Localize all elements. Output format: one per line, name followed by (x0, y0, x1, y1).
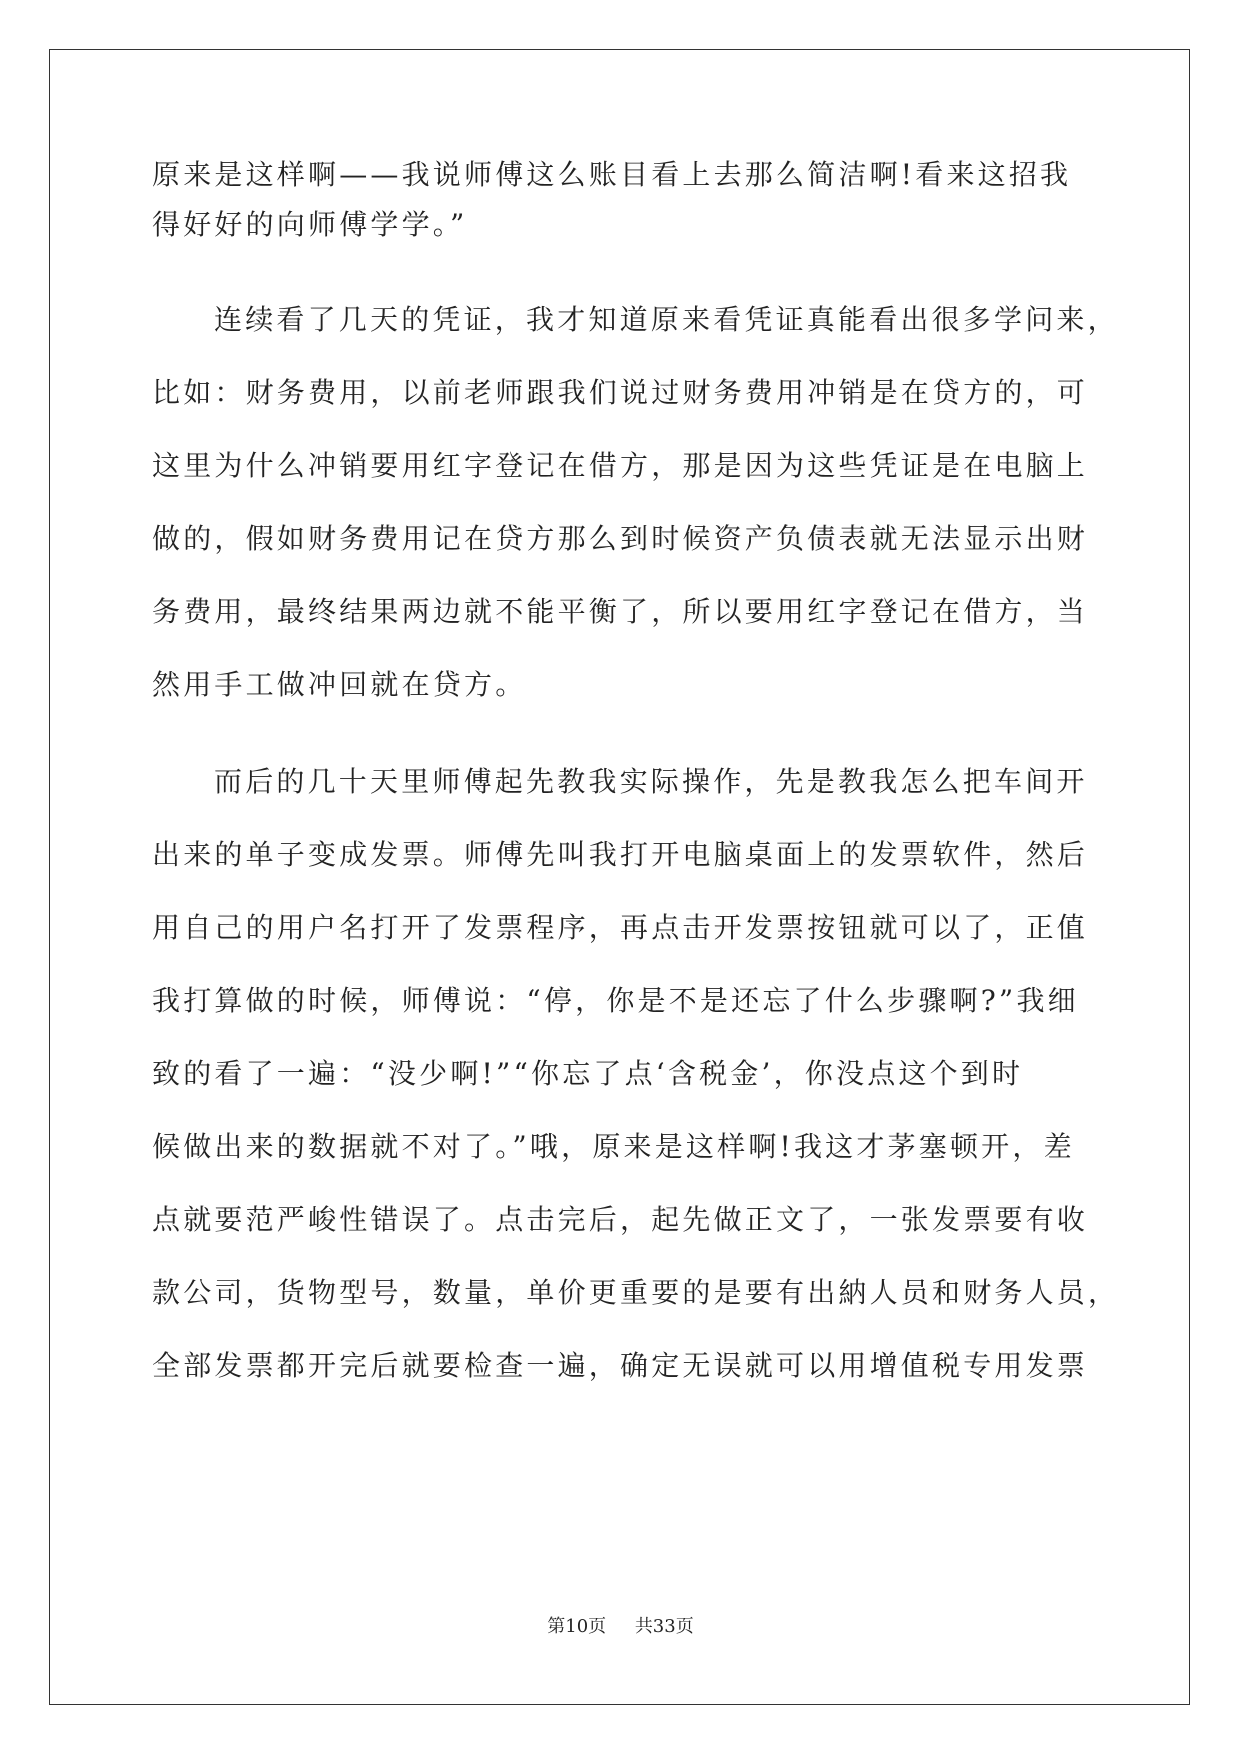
paragraph-1-line-1: 原来是这样啊——我说师傅这么账目看上去那么简洁啊!看来这招我 (152, 158, 1072, 191)
paragraph-3-line-3: 用自己的用户名打开了发票程序，再点击开发票按钮就可以了，正值 (152, 911, 1089, 944)
page-total: 共33页 (634, 1616, 694, 1637)
paragraph-3-line-2: 出来的单子变成发票。师傅先叫我打开电脑桌面上的发票软件，然后 (152, 838, 1089, 871)
paragraph-2-line-3: 这里为什么冲销要用红字登记在借方，那是因为这些凭证是在电脑上 (152, 449, 1089, 482)
paragraph-3-line-6: 候做出来的数据就不对了。”哦，原来是这样啊!我这才茅塞顿开，差 (152, 1130, 1075, 1163)
paragraph-3-line-8: 款公司，货物型号，数量，单价更重要的是要有出納人员和财务人员， (152, 1276, 1120, 1309)
paragraph-3-line-7: 点就要范严峻性错误了。点击完后，起先做正文了，一张发票要有收 (152, 1203, 1089, 1236)
paragraph-3-line-4: 我打算做的时候，师傅说：“停，你是不是还忘了什么步骤啊?”我细 (152, 984, 1079, 1017)
paragraph-3-line-5: 致的看了一遍：“没少啊!”“你忘了点‘含税金’，你没点这个到时 (152, 1057, 1024, 1090)
paragraph-2-line-5: 务费用，最终结果两边就不能平衡了，所以要用红字登记在借方，当 (152, 595, 1089, 628)
paragraph-2-line-1: 连续看了几天的凭证，我才知道原来看凭证真能看出很多学问来， (214, 303, 1119, 336)
page-footer (0, 1615, 1241, 1639)
footer-gap (612, 1616, 629, 1637)
paragraph-2-line-2: 比如：财务费用，以前老师跟我们说过财务费用冲销是在贷方的，可 (152, 376, 1089, 409)
paragraph-2-line-6: 然用手工做冲回就在贷方。 (152, 668, 527, 701)
paragraph-2-line-4: 做的，假如财务费用记在贷方那么到时候资产负债表就无法显示出财 (152, 522, 1089, 555)
paragraph-1-line-2: 得好好的向师傅学学。” (152, 208, 468, 241)
paragraph-3-line-9: 全部发票都开完后就要检查一遍，确定无误就可以用增值税专用发票 (152, 1349, 1089, 1382)
page-number: 第10页 (547, 1616, 607, 1637)
page-border (49, 49, 1190, 1705)
paragraph-3-line-1: 而后的几十天里师傅起先教我实际操作，先是教我怎么把车间开 (214, 765, 1088, 798)
